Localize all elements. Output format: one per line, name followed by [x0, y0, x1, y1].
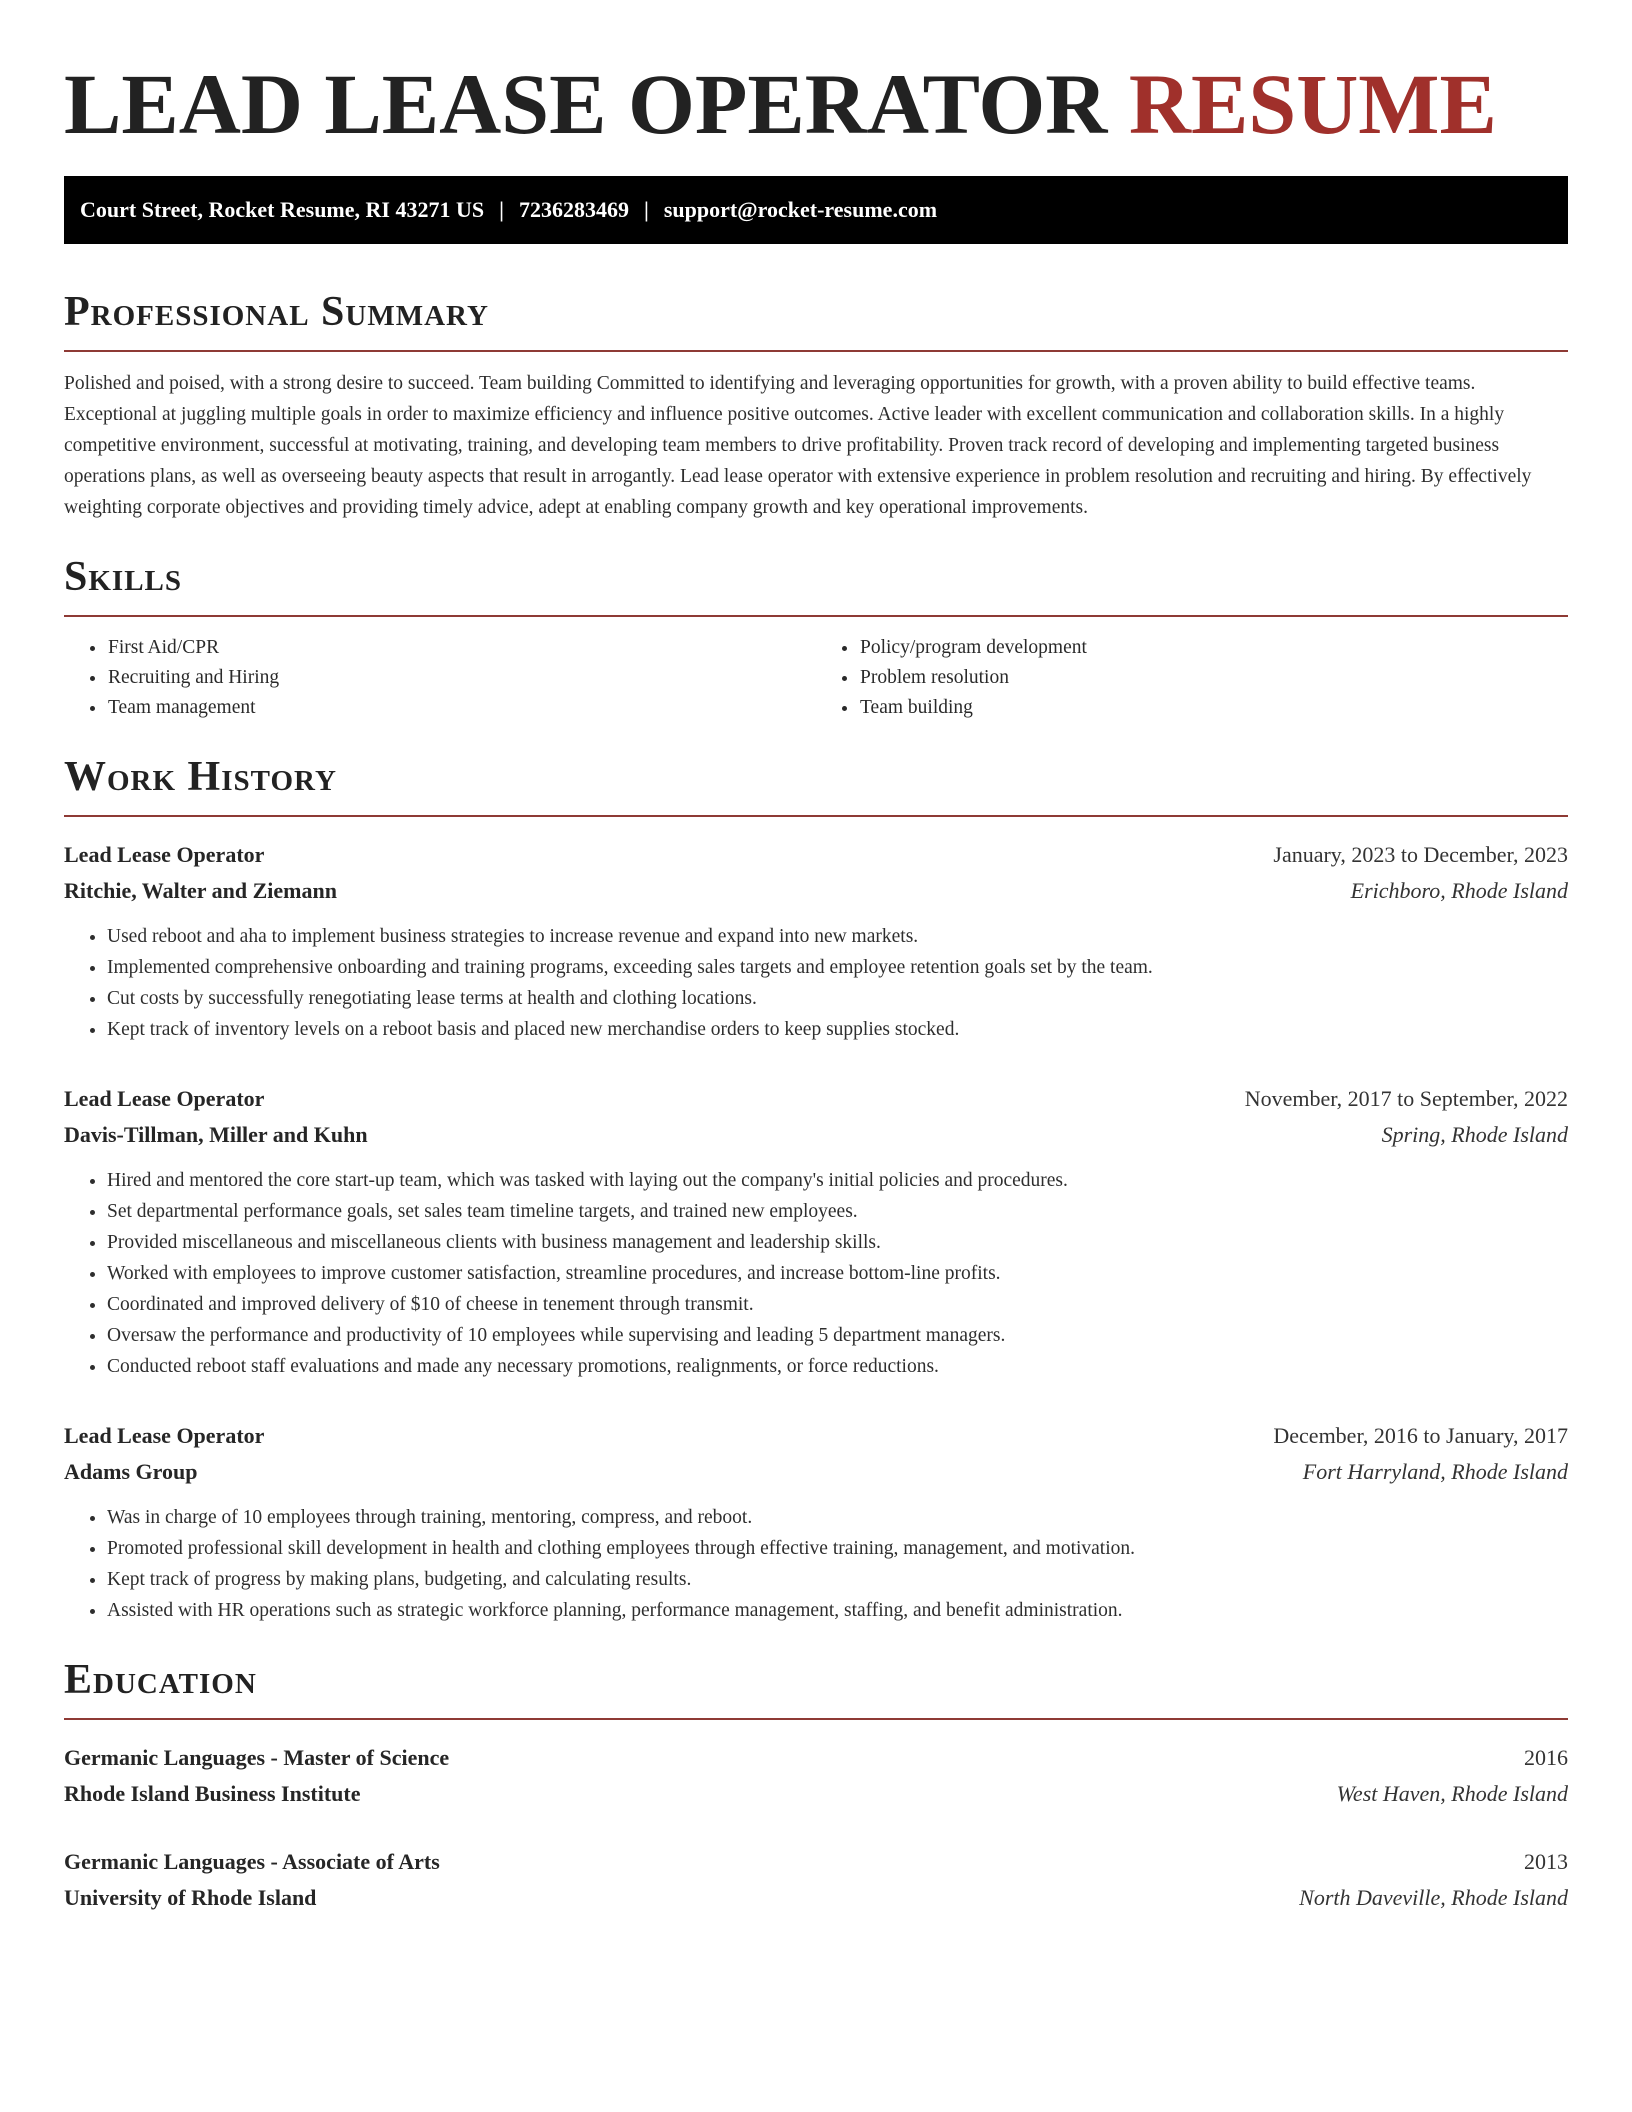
job-location: Fort Harryland, Rhode Island	[1302, 1459, 1568, 1484]
job-title: Lead Lease Operator	[64, 1086, 265, 1111]
contact-separator: |	[643, 197, 649, 222]
job-bullet: • Used reboot and aha to implement business strategies to increase revenue and expand into new markets.	[107, 921, 1568, 952]
job-entry	[64, 837, 1568, 1045]
skill-item: • Team management	[107, 693, 816, 723]
job-bullet: • Cut costs by successfully renegotiating lease terms at health and clothing locations.	[107, 983, 1568, 1014]
education-location: West Haven, Rhode Island	[1336, 1781, 1568, 1806]
contact-phone: 7236283469	[518, 197, 629, 222]
job-title: Lead Lease Operator	[64, 1423, 265, 1448]
job-entry	[64, 1418, 1568, 1626]
job-bullet: • Hired and mentored the core start-up team, which was tasked with laying out the company's initial policies and procedures.	[107, 1165, 1568, 1196]
job-bullet: • Implemented comprehensive onboarding and training programs, exceeding sales targets and employee retention goals set by the team.	[107, 952, 1568, 983]
job-bullet: • Set departmental performance goals, set sales team timeline targets, and trained new employees.	[107, 1196, 1568, 1227]
skill-item: • Problem resolution	[859, 663, 1568, 693]
contact-bar	[64, 176, 1568, 244]
section-divider	[64, 815, 1568, 817]
resume-title	[64, 0, 1568, 156]
contact-email[interactable]: support@rocket-resume.com	[663, 197, 938, 222]
job-bullet: • Worked with employees to improve customer satisfaction, streamline procedures, and increase bottom-line profits.	[107, 1258, 1568, 1289]
skill-item: • Team building	[859, 693, 1568, 723]
job-bullet: • Provided miscellaneous and miscellaneous clients with business management and leadership skills.	[107, 1227, 1568, 1258]
job-bullets	[64, 1165, 1568, 1382]
job-company: Adams Group	[64, 1459, 198, 1484]
job-location: Erichboro, Rhode Island	[1350, 878, 1568, 903]
job-bullet: • Kept track of progress by making plans, budgeting, and calculating results.	[107, 1564, 1568, 1595]
skill-item: • Recruiting and Hiring	[107, 663, 816, 693]
skills-heading: Skills	[64, 554, 183, 600]
job-bullet: • Oversaw the performance and productivity of 10 employees while supervising and leading 5 department managers.	[107, 1320, 1568, 1351]
summary-heading: Professional Summary	[64, 289, 489, 335]
education-school: University of Rhode Island	[64, 1885, 317, 1910]
job-dates: December, 2016 to January, 2017	[1273, 1423, 1568, 1448]
section-divider	[64, 350, 1568, 352]
job-dates: January, 2023 to December, 2023	[1273, 842, 1568, 867]
skill-item: • First Aid/CPR	[107, 633, 816, 663]
skills-section	[64, 553, 1568, 723]
education-year: 2013	[1524, 1849, 1568, 1874]
skill-item: • Policy/program development	[859, 633, 1568, 663]
job-title: Lead Lease Operator	[64, 842, 265, 867]
education-location: North Daveville, Rhode Island	[1299, 1885, 1568, 1910]
job-bullets	[64, 921, 1568, 1045]
section-divider	[64, 1718, 1568, 1720]
work-section	[64, 753, 1568, 1626]
job-bullets	[64, 1502, 1568, 1626]
skills-list-left	[64, 633, 816, 723]
job-company: Davis-Tillman, Miller and Kuhn	[64, 1122, 368, 1147]
job-entry	[64, 1081, 1568, 1382]
education-degree: Germanic Languages - Master of Science	[64, 1745, 450, 1770]
education-heading: Education	[64, 1657, 257, 1703]
skills-columns	[64, 633, 1568, 723]
work-heading: Work History	[64, 754, 337, 800]
contact-address: Court Street, Rocket Resume, RI 43271 US	[80, 197, 485, 222]
title-accent: RESUME	[1128, 56, 1497, 152]
job-bullet: • Assisted with HR operations such as strategic workforce planning, performance management, staffing, and benefit administration.	[107, 1595, 1568, 1626]
contact-separator: |	[499, 197, 504, 222]
job-bullet: • Kept track of inventory levels on a reboot basis and placed new merchandise orders to keep supplies stocked.	[107, 1014, 1568, 1045]
job-company: Ritchie, Walter and Ziemann	[64, 878, 337, 903]
job-dates: November, 2017 to September, 2022	[1244, 1086, 1568, 1111]
summary-section	[64, 288, 1568, 523]
section-divider	[64, 615, 1568, 617]
job-bullet: • Coordinated and improved delivery of $10 of cheese in tenement through transmit.	[107, 1289, 1568, 1320]
job-bullet: • Was in charge of 10 employees through training, mentoring, compress, and reboot.	[107, 1502, 1568, 1533]
job-location: Spring, Rhode Island	[1381, 1122, 1568, 1147]
education-entry	[64, 1844, 1568, 1916]
education-section	[64, 1656, 1568, 1916]
job-bullet: • Conducted reboot staff evaluations and made any necessary promotions, realignments, or force reductions.	[107, 1351, 1568, 1382]
job-bullet: • Promoted professional skill development in health and clothing employees through effective training, management, and motivation.	[107, 1533, 1568, 1564]
education-year: 2016	[1524, 1745, 1568, 1770]
education-degree: Germanic Languages - Associate of Arts	[64, 1849, 440, 1874]
title-main: LEAD LEASE OPERATOR	[64, 56, 1108, 152]
summary-text: Polished and poised, with a strong desire to succeed. Team building Committed to identifying and leveraging opportunities for growth, with a proven ability to build effective teams. Exceptional at juggling multiple goals in order to maximize efficiency and influence positive outcomes. Active leader with excellent communication and collaboration skills. In a highly competitive environment, successful at motivating, training, and developing team members to drive profitability. Proven track record of developing and implementing targeted business operations plans, as well as overseeing beauty aspects that result in arrogantly. Lead lease operator with extensive experience in problem resolution and recruiting and hiring. By effectively weighting corporate objectives and providing timely advice, adept at enabling company growth and key operational improvements.	[64, 373, 1532, 518]
education-school: Rhode Island Business Institute	[64, 1781, 361, 1806]
education-entry	[64, 1740, 1568, 1812]
skills-list-right	[816, 633, 1568, 723]
